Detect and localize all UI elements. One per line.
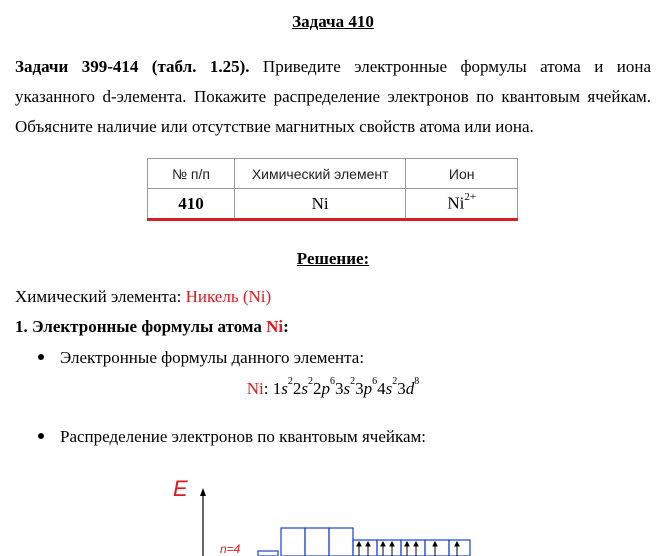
cell-number: 410 bbox=[148, 189, 235, 220]
formula-separator: : bbox=[263, 379, 273, 398]
orbital-diagram bbox=[0, 460, 666, 556]
term-shell: 3 bbox=[397, 379, 406, 398]
term-electrons: 2 bbox=[392, 376, 398, 388]
orbital-cell bbox=[449, 540, 470, 556]
orbital-cell bbox=[401, 540, 425, 556]
term-shell: 1 bbox=[272, 379, 282, 398]
term-subshell: s bbox=[385, 379, 393, 398]
level-label: n=4 bbox=[220, 542, 241, 556]
table-header-row bbox=[148, 159, 518, 189]
term-shell: 2 bbox=[312, 379, 322, 398]
section-prefix: 1. Электронные формулы атома bbox=[15, 317, 267, 336]
section-suffix: : bbox=[283, 317, 289, 336]
task-title: Задача 410 bbox=[292, 12, 374, 31]
bullet-dot bbox=[38, 433, 44, 439]
orbital-cell bbox=[377, 540, 401, 556]
header-number: № п/п bbox=[148, 159, 235, 189]
element-label: Химический элемента: bbox=[15, 287, 186, 306]
term-electrons: 6 bbox=[329, 376, 335, 388]
formula-term bbox=[377, 376, 398, 398]
term-subshell: s bbox=[343, 379, 351, 398]
formula-terms bbox=[272, 376, 420, 398]
header-ion: Ион bbox=[406, 159, 518, 189]
formula-term bbox=[397, 376, 420, 398]
formula-term bbox=[355, 376, 378, 398]
orbital-cell bbox=[425, 540, 449, 556]
header-element: Химический элемент bbox=[234, 159, 405, 189]
orbital-cell bbox=[305, 528, 329, 556]
section-heading bbox=[15, 317, 289, 337]
term-electrons: 2 bbox=[287, 376, 293, 388]
ion-symbol: Ni bbox=[447, 193, 465, 213]
task-reference: Задачи 399-414 (табл. 1.25). bbox=[15, 57, 250, 76]
upper-cells bbox=[258, 528, 470, 556]
section-symbol: Ni bbox=[266, 317, 284, 336]
term-subshell: s bbox=[301, 379, 308, 398]
orbital-cell bbox=[258, 551, 278, 556]
cell-ion bbox=[406, 189, 518, 220]
term-subshell: s bbox=[281, 379, 288, 398]
formula-term bbox=[334, 376, 356, 398]
element-name: Никель (Ni) bbox=[185, 287, 272, 306]
term-subshell: d bbox=[405, 379, 415, 398]
formula-term bbox=[292, 376, 313, 398]
element-line bbox=[15, 287, 271, 307]
task-description bbox=[15, 52, 651, 142]
energy-axis-label: E bbox=[173, 476, 188, 501]
cell-element: Ni bbox=[234, 189, 405, 220]
term-subshell: p bbox=[321, 379, 330, 398]
energy-axis-arrow bbox=[200, 488, 206, 496]
bullet-text: Распределение электронов по квантовым ячейкам: bbox=[60, 427, 426, 446]
term-shell: 3 bbox=[355, 379, 364, 398]
solution-heading: Решение: bbox=[296, 249, 370, 268]
formula-term bbox=[312, 376, 335, 398]
formula-term bbox=[272, 376, 293, 398]
orbital-cell bbox=[329, 528, 353, 556]
electron-formula bbox=[0, 376, 666, 399]
task-table bbox=[147, 158, 518, 221]
term-shell: 3 bbox=[334, 379, 344, 398]
formula-symbol: Ni bbox=[246, 379, 264, 398]
orbital-cell bbox=[281, 528, 305, 556]
term-electrons: 2 bbox=[350, 376, 356, 388]
electron-arrows bbox=[357, 542, 459, 556]
bullet-dot bbox=[38, 354, 44, 360]
term-electrons: 2 bbox=[307, 376, 313, 388]
orbital-cell bbox=[353, 540, 377, 556]
ion-charge: 2+ bbox=[464, 191, 477, 204]
term-electrons: 6 bbox=[372, 376, 378, 388]
bullet-text: Электронные формулы данного элемента: bbox=[60, 348, 365, 367]
task-text: Приведите электронные формулы атома и иона указанного d-элемента. Покажите распределение электронов по квантовым ячейкам. Объясните наличие или отсутствие магнитных свойств атома или иона. bbox=[15, 57, 651, 136]
term-shell: 4 bbox=[377, 379, 386, 398]
table-row bbox=[148, 189, 518, 220]
term-electrons: 8 bbox=[414, 376, 420, 388]
term-subshell: p bbox=[363, 379, 373, 398]
term-shell: 2 bbox=[292, 379, 302, 398]
